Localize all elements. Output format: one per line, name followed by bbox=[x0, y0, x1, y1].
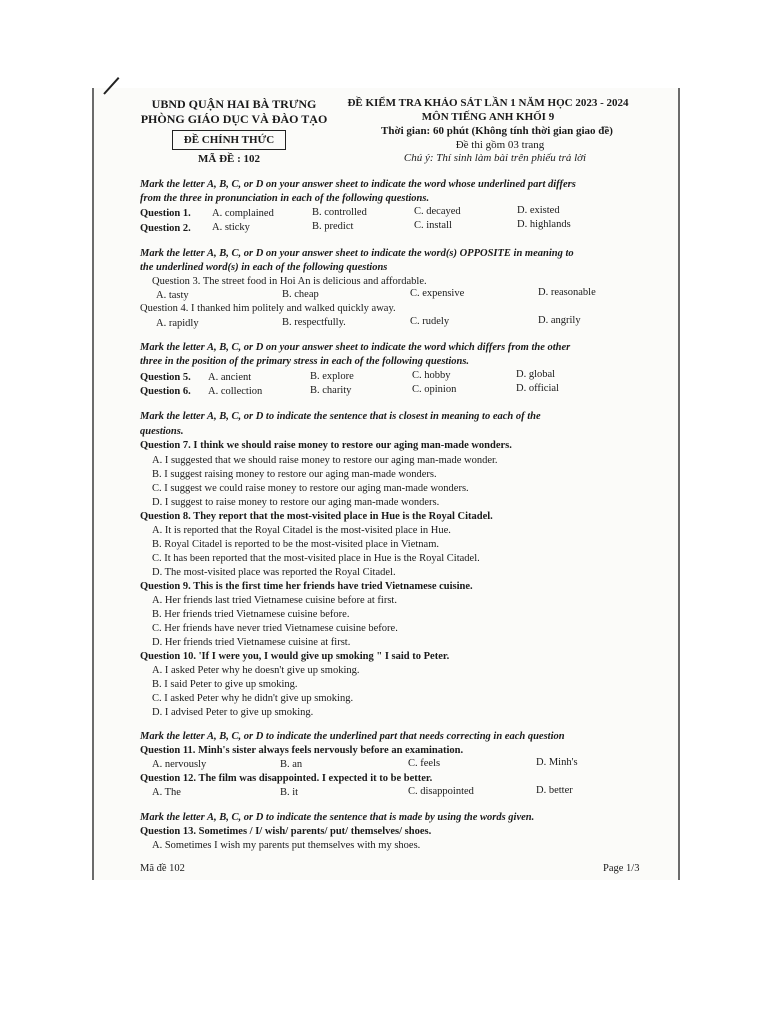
section1-direction: Mark the letter A, B, C, or D on your answer sheet to indicate the word whose underlined part differs bbox=[140, 179, 576, 190]
q11-option-c: C. feels bbox=[408, 758, 441, 769]
q12-option-a: A. The bbox=[152, 787, 181, 798]
q6-option-d: D. official bbox=[516, 383, 559, 394]
section6-direction: Mark the letter A, B, C, or D to indicate the sentence that is made by using the words given. bbox=[140, 812, 535, 823]
section1-direction-2: from the three in pronunciation in each of the following questions. bbox=[140, 193, 430, 204]
q10-option-b: B. I said Peter to give up smoking. bbox=[152, 679, 298, 690]
section4-direction-2: questions. bbox=[140, 426, 184, 437]
header-department: PHÒNG GIÁO DỤC VÀ ĐÀO TẠO bbox=[140, 112, 328, 126]
exam-time: Thời gian: 60 phút (Không tính thời gian giao đề) bbox=[381, 125, 613, 137]
q4-option-a: A. rapidly bbox=[156, 318, 199, 329]
q4-option-b: B. respectfully. bbox=[282, 317, 346, 328]
q2-option-c: C. install bbox=[414, 220, 452, 231]
q3-option-b: B. cheap bbox=[282, 289, 319, 300]
q7-option-a: A. I suggested that we should raise money to restore our aging man-made wonder. bbox=[152, 455, 498, 466]
q1-option-a: A. complained bbox=[212, 208, 274, 219]
q6-option-c: C. opinion bbox=[412, 384, 457, 395]
q5-option-b: B. explore bbox=[310, 371, 354, 382]
q3-text: Question 3. The street food in Hoi An is delicious and affordable. bbox=[152, 276, 427, 287]
q12-option-c: C. disappointed bbox=[408, 786, 474, 797]
header-district: UBND QUẬN HAI BÀ TRƯNG bbox=[151, 97, 317, 111]
footer-code: Mã đề 102 bbox=[140, 863, 185, 874]
q9-option-a: A. Her friends last tried Vietnamese cuisine before at first. bbox=[152, 595, 397, 606]
q13-option-a: A. Sometimes I wish my parents put themselves with my shoes. bbox=[152, 840, 421, 851]
q3-option-c: C. expensive bbox=[410, 288, 465, 299]
q2-option-d: D. highlands bbox=[517, 219, 571, 230]
exam-code: MÃ ĐỀ : 102 bbox=[198, 153, 261, 165]
q5-option-d: D. global bbox=[516, 369, 556, 380]
section2-direction-2: the underlined word(s) in each of the following questions bbox=[140, 262, 388, 273]
q5-label: Question 5. bbox=[140, 372, 191, 383]
official-badge: ĐỀ CHÍNH THỨC bbox=[172, 130, 286, 150]
q10-option-d: D. I advised Peter to give up smoking. bbox=[152, 707, 314, 718]
q11-option-a: A. nervously bbox=[152, 759, 207, 770]
q10-option-c: C. I asked Peter why he didn't give up smoking. bbox=[152, 693, 354, 704]
q2-option-a: A. sticky bbox=[212, 222, 250, 233]
section3-direction: Mark the letter A, B, C, or D on your answer sheet to indicate the word which differs from the other bbox=[140, 342, 571, 353]
q8-text: Question 8. They report that the most-visited place in Hue is the Royal Citadel. bbox=[140, 511, 493, 522]
q2-label: Question 2. bbox=[140, 223, 191, 234]
section2-direction: Mark the letter A, B, C, or D on your answer sheet to indicate the word(s) OPPOSITE in meaning to bbox=[140, 248, 574, 259]
footer-page: Page 1/3 bbox=[603, 863, 640, 874]
q9-option-c: C. Her friends have never tried Vietnamese cuisine before. bbox=[152, 623, 398, 634]
q8-option-c: C. It has been reported that the most-visited place in Hue is the Royal Citadel. bbox=[152, 553, 480, 564]
q6-option-b: B. charity bbox=[310, 385, 352, 396]
q8-option-a: A. It is reported that the Royal Citadel is the most-visited place in Hue. bbox=[152, 525, 451, 536]
exam-pages: Đề thi gồm 03 trang bbox=[455, 139, 545, 151]
q10-text: Question 10. 'If I were you, I would give up smoking " I said to Peter. bbox=[140, 651, 450, 662]
exam-note: Chú ý: Thí sinh làm bài trên phiếu trả lời bbox=[403, 152, 587, 164]
q7-option-d: D. I suggest to raise money to restore our aging man-made wonders. bbox=[152, 497, 440, 508]
q12-text: Question 12. The film was disappointed. I expected it to be better. bbox=[140, 773, 433, 784]
q1-option-b: B. controlled bbox=[312, 207, 367, 218]
q3-option-a: A. tasty bbox=[156, 290, 189, 301]
q8-option-b: B. Royal Citadel is reported to be the most-visited place in Vietnam. bbox=[152, 539, 439, 550]
q6-option-a: A. collection bbox=[208, 386, 263, 397]
q8-option-d: D. The most-visited place was reported the Royal Citadel. bbox=[152, 567, 396, 578]
q7-option-b: B. I suggest raising money to restore our aging man-made wonders. bbox=[152, 469, 437, 480]
section4-direction: Mark the letter A, B, C, or D to indicate the sentence that is closest in meaning to each of the bbox=[140, 411, 541, 422]
q1-option-c: C. decayed bbox=[414, 206, 461, 217]
section3-direction-2: three in the position of the primary stress in each of the following questions. bbox=[140, 356, 470, 367]
q5-option-a: A. ancient bbox=[208, 372, 252, 383]
q4-option-c: C. rudely bbox=[410, 316, 450, 327]
q9-option-d: D. Her friends tried Vietnamese cuisine at first. bbox=[152, 637, 351, 648]
q9-option-b: B. Her friends tried Vietnamese cuisine before. bbox=[152, 609, 350, 620]
q7-text: Question 7. I think we should raise money to restore our aging man-made wonders. bbox=[140, 440, 512, 451]
q6-label: Question 6. bbox=[140, 386, 191, 397]
q1-option-d: D. existed bbox=[517, 205, 560, 216]
q1-label: Question 1. bbox=[140, 208, 191, 219]
q2-option-b: B. predict bbox=[312, 221, 354, 232]
q5-option-c: C. hobby bbox=[412, 370, 451, 381]
q11-text: Question 11. Minh's sister always feels nervously before an examination. bbox=[140, 745, 464, 756]
q11-option-b: B. an bbox=[280, 759, 303, 770]
q4-text: Question 4. I thanked him politely and walked quickly away. bbox=[140, 303, 396, 314]
q9-text: Question 9. This is the first time her friends have tried Vietnamese cuisine. bbox=[140, 581, 473, 592]
q4-option-d: D. angrily bbox=[538, 315, 581, 326]
q11-option-d: D. Minh's bbox=[536, 757, 578, 768]
q12-option-d: D. better bbox=[536, 785, 573, 796]
section5-direction: Mark the letter A, B, C, or D to indicate the underlined part that needs correcting in each question bbox=[140, 731, 565, 742]
exam-title: ĐỀ KIỂM TRA KHẢO SÁT LẦN 1 NĂM HỌC 2023 - 2024 bbox=[347, 97, 629, 109]
q3-option-d: D. reasonable bbox=[538, 287, 596, 298]
q13-text: Question 13. Sometimes / I/ wish/ parents/ put/ themselves/ shoes. bbox=[140, 826, 432, 837]
exam-subject: MÔN TIẾNG ANH KHỐI 9 bbox=[421, 111, 555, 123]
q7-option-c: C. I suggest we could raise money to restore our aging man-made wonders. bbox=[152, 483, 469, 494]
q12-option-b: B. it bbox=[280, 787, 299, 798]
q10-option-a: A. I asked Peter why he doesn't give up smoking. bbox=[152, 665, 360, 676]
